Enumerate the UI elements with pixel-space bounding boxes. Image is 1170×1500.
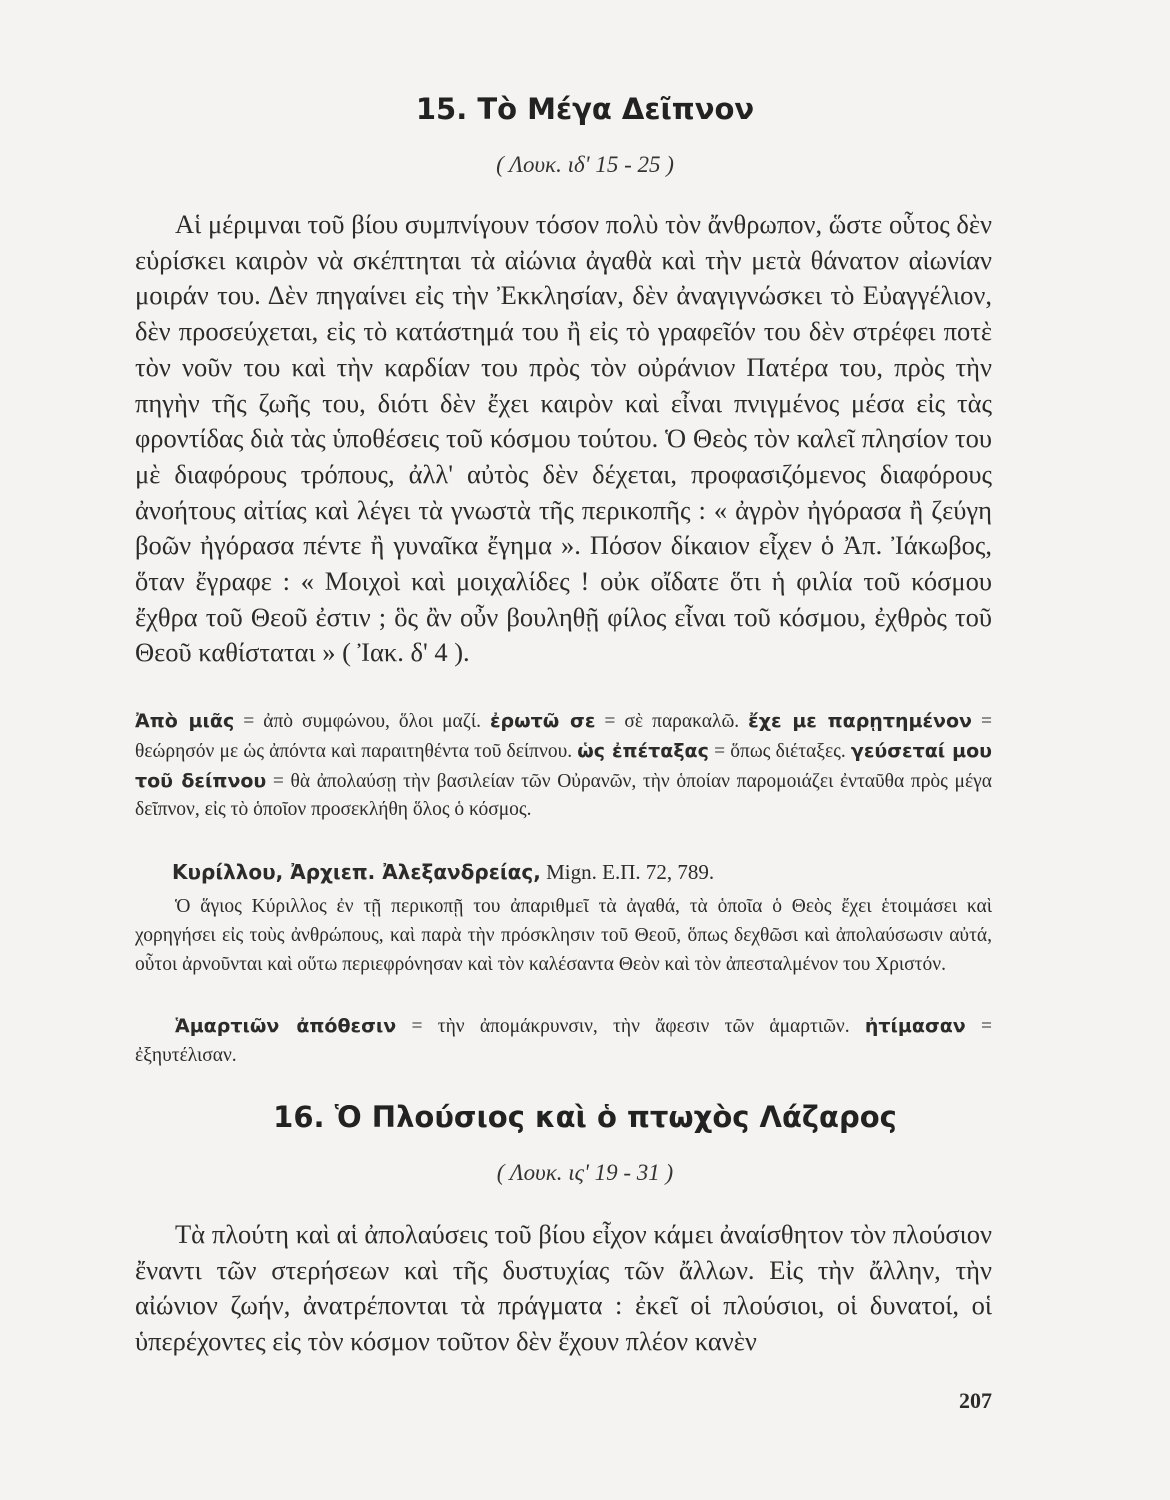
- source-quote: Ὁ ἅγιος Κύριλλος ἐν τῇ περικοπῇ του ἀπαριθμεῖ τὰ ἀγαθά, τὰ ὁποῖα ὁ Θεὸς ἔχει ἑτοιμάσει καὶ χορηγήσει εἰς τοὺς ἀνθρώπους, καὶ παρὰ τὴν πρόσκλησιν τοῦ Θεοῦ, ὅπως δεχθῶσι καὶ ἀπολαύσωσιν αὐτά, οὗτοι ἀρνοῦνται καὶ οὕτω περιεφρόνησαν καὶ τὸν καλέσαντα Θεὸν καὶ τὸν ἀπεσταλμένον του Χριστόν.: [135, 896, 992, 975]
- glossary-term: ἐρωτῶ σε: [489, 710, 596, 732]
- glossary-term: γεύσεταί μου τοῦ δείπνου: [135, 739, 992, 792]
- source-author: Κυρίλλου, Ἀρχιεπ. Ἀλεξανδρείας,: [172, 860, 541, 884]
- source-reference: Mign. Ε.Π. 72, 789.: [540, 860, 715, 884]
- glossary-term: ἔχε με παρῃτημένον: [748, 710, 972, 732]
- glossary-definition: = ἐξηυτέλισαν.: [135, 1016, 992, 1066]
- section-15-title: 15. Τὸ Μέγα Δεῖπνον: [415, 92, 755, 126]
- glossary-definition: = ἀπὸ συμφώνου, ὅλοι μαζί.: [234, 711, 490, 732]
- section-15-body: Αἱ μέριμναι τοῦ βίου συμπνίγουν τόσον πολὺ τὸν ἄνθρωπον, ὥστε οὗτος δὲν εὑρίσκει καιρὸν νὰ σκέπτηται τὰ αἰώνια ἀγαθὰ καὶ τὴν μετὰ θάνατον αἰωνίαν μοιράν του. Δὲν πηγαίνει εἰς τὴν Ἐκκλησίαν, δὲν ἀναγιγνώσκει τὸ Εὐαγγέλιον, δὲν προσεύχεται, εἰς τὸ κατάστημά του ἢ εἰς τὸ γραφεῖόν του δὲν στρέφει ποτὲ τὸν νοῦν του καὶ τὴν καρδίαν του πρὸς τὸν οὐράνιον Πατέρα του, πρὸς τὴν πηγὴν τῆς ζωῆς του, διότι δὲν ἔχει καιρὸν καὶ εἶναι πνιγμένος μέσα εἰς τὰς φροντίδας διὰ τὰς ὑποθέσεις τοῦ κόσμου τούτου. Ὁ Θεὸς τὸν καλεῖ πλησίον του μὲ διαφόρους τρόπους, ἀλλ' αὐτὸς δὲν δέχεται, προφασιζόμενος διαφόρους ἀνοήτους αἰτίας καὶ λέγει τὰ γνωστὰ τῆς περικοπῆς : « ἀγρὸν ἠγόρασα ἢ ζεύγη βοῶν ἠγόρασα πέντε ἢ γυναῖκα ἔγημα ». Πόσον δίκαιον εἶχεν ὁ Ἀπ. Ἰάκωβος, ὅταν ἔγραφε : « Μοιχοὶ καὶ μοιχαλίδες ! οὐκ οἴδατε ὅτι ἡ φιλία τοῦ κόσμου ἔχθρα τοῦ Θεοῦ ἐστιν ; ὃς ἂν οὖν βουληθῇ φίλος εἶναι τοῦ κόσμου, ἐχθρὸς τοῦ Θεοῦ καθίσταται » ( Ἰακ. δ' 4 ).: [135, 209, 992, 668]
- section-15-glossary-2: [135, 1012, 992, 1071]
- glossary-term: Ἀπὸ μιᾶς: [135, 710, 235, 732]
- glossary-definition: = σὲ παρακαλῶ.: [595, 711, 749, 732]
- glossary-definition: = ὅπως διέταξες.: [708, 740, 851, 762]
- source-citation: [172, 860, 992, 885]
- section-16-body: Τὰ πλούτη καὶ αἱ ἀπολαύσεις τοῦ βίου εἶχον κάμει ἀναίσθητον τὸν πλούσιον ἔναντι τῶν στερήσεων καὶ τῆς δυστυχίας τῶν ἄλλων. Εἰς τὴν ἄλλην, τὴν αἰώνιον ζωήν, ἀνατρέπονται τὰ πράγματα : ἐκεῖ οἱ πλούσιοι, οἱ δυνατοί, οἱ ὑπερέχοντες εἰς τὸν κόσμον τοῦτον δὲν ἔχουν πλέον κανὲν: [135, 1219, 992, 1357]
- glossary-term: ἠτίμασαν: [864, 1015, 966, 1037]
- glossary-term: Ἁμαρτιῶν ἀπόθεσιν: [175, 1015, 397, 1037]
- section-15-reference: ( Λουκ. ιδ' 15 - 25 ): [496, 152, 674, 177]
- section-16-title: 16. Ὁ Πλούσιος καὶ ὁ πτωχὸς Λάζαρος: [273, 1100, 897, 1134]
- page-number: 207: [959, 1388, 992, 1413]
- glossary-definition: = θεώρησόν με ὡς ἀπόντα καὶ παραιτηθέντα τοῦ δείπνου.: [135, 711, 992, 762]
- glossary-definition: = θὰ ἀπολαύσῃ τὴν βασιλείαν τῶν Οὐρανῶν, τὴν ὁποίαν παρομοιάζει ἐνταῦθα πρὸς μέγα δεῖπνον, εἰς τὸ ὁποῖον προσεκλήθη ὅλος ὁ κόσμος.: [135, 770, 992, 821]
- glossary-term: ὡς ἐπέταξας: [577, 739, 709, 762]
- section-16-reference: ( Λουκ. ις' 19 - 31 ): [496, 1160, 674, 1185]
- glossary-definition: = τὴν ἀπομάκρυνσιν, τὴν ἄφεσιν τῶν ἁμαρτιῶν.: [396, 1016, 865, 1037]
- section-15-glossary: [135, 707, 992, 825]
